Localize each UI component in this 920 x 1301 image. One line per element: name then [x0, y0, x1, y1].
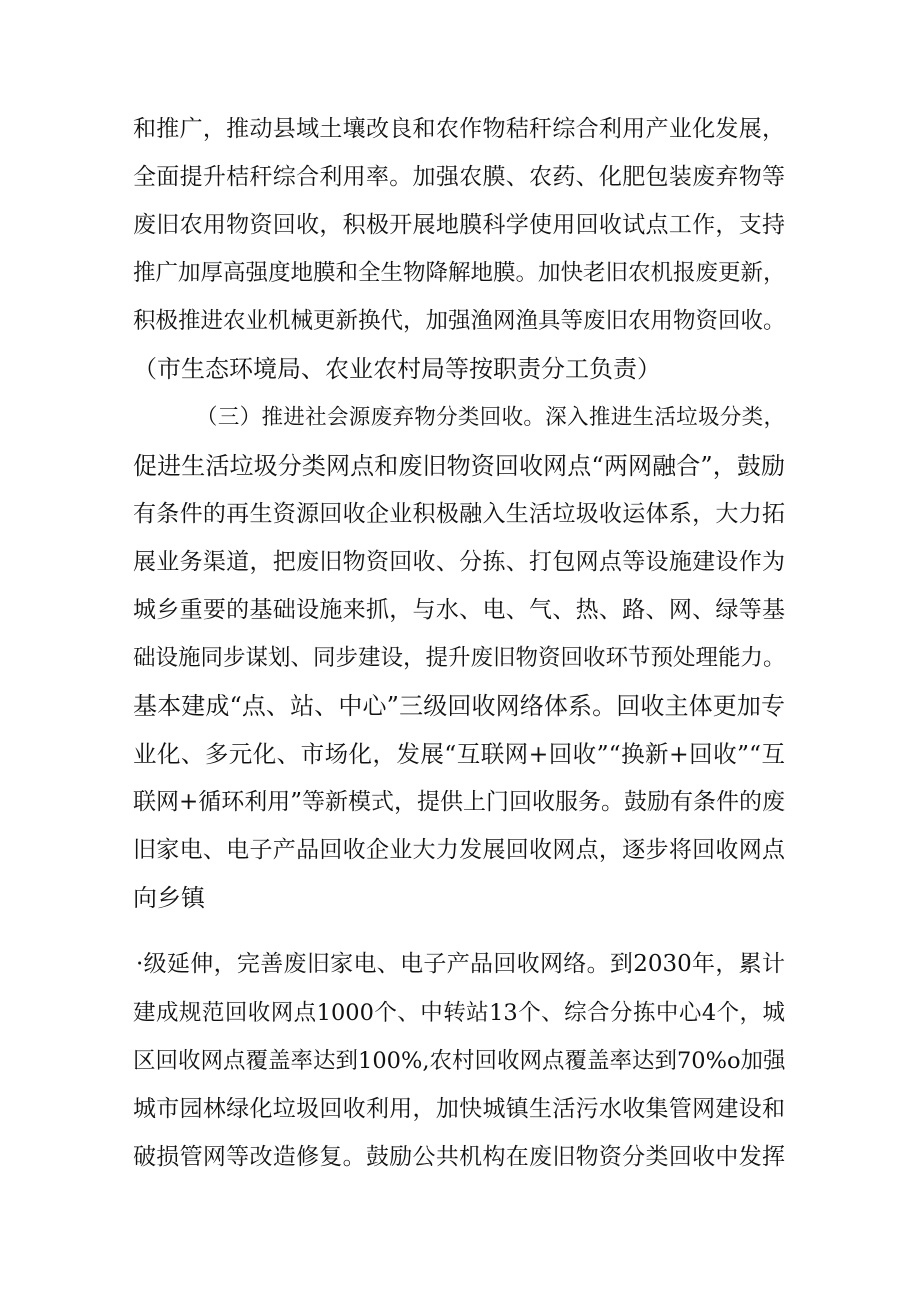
body-text-line: 推广加厚高强度地膜和全生物降解地膜。加快老旧农机报废更新， — [133, 260, 786, 286]
body-text-line: 基本建成“点、站、中心”三级回收网络体系。回收主体更加专 — [133, 692, 785, 720]
body-text-line: 全面提升桔秆综合利用率。加强农膜、农药、化肥包装废弃物等 — [133, 164, 785, 190]
body-text-line: ·级延伸，完善废旧家电、电子产品回收网络。到2030年，累计 — [136, 951, 785, 977]
body-text-line: 积极推进农业机械更新换代，加强渔网渔具等废旧农用物资回收。 — [133, 308, 786, 334]
section-heading-line: （三）推进社会源废弃物分类回收。深入推进生活垃圾分类， — [196, 405, 785, 430]
body-text-line: 区回收网点覆盖率达到100%,农村回收网点覆盖率达到70%o加强 — [133, 1048, 786, 1074]
body-text-line: 有条件的再生资源回收企业积极融入生活垃圾收运体系，大力拓 — [133, 501, 785, 527]
body-text-line: 废旧农用物资回收，积极开展地膜科学使用回收试点工作，支持 — [133, 212, 785, 238]
body-text-line: 础设施同步谋划、同步建设，提升废旧物资回收环节预处理能力。 — [133, 645, 786, 671]
body-text-line: 业化、多元化、市场化，发展“互联网+回收”“换新+回收”“互 — [133, 740, 785, 768]
body-text-line: 城市园林绿化垃圾回收利用，加快城镇生活污水收集管网建设和 — [133, 1096, 785, 1122]
body-text-line: 展业务渠道，把废旧物资回收、分拣、打包网点等设施建设作为 — [133, 549, 785, 575]
body-text-line: 促进生活垃圾分类网点和废旧物资回收网点“两网融合”，鼓励 — [133, 452, 785, 480]
body-text-line: 破损管网等改造修复。鼓励公共机构在废旧物资分类回收中发挥 — [133, 1144, 785, 1170]
body-text-line: 城乡重要的基础设施来抓，与水、电、气、热、路、网、绿等基 — [133, 597, 785, 623]
body-text-line: 旧家电、电子产品回收企业大力发展回收网点，逐步将回收网点 — [133, 837, 785, 863]
body-text-line: 建成规范回收网点1000个、中转站13个、综合分拣中心4个，城 — [133, 1000, 785, 1026]
responsible-departments-note: （市生态环境局、农业农村局等按职责分工负责） — [133, 355, 661, 383]
body-text-line: 向乡镇 — [133, 884, 205, 912]
body-text-line: 联网+循环利用”等新模式，提供上门回收服务。鼓励有条件的废 — [133, 789, 786, 815]
body-text-line: 和推广，推动县域土壤改良和农作物秸秆综合利用产业化发展， — [133, 116, 785, 142]
